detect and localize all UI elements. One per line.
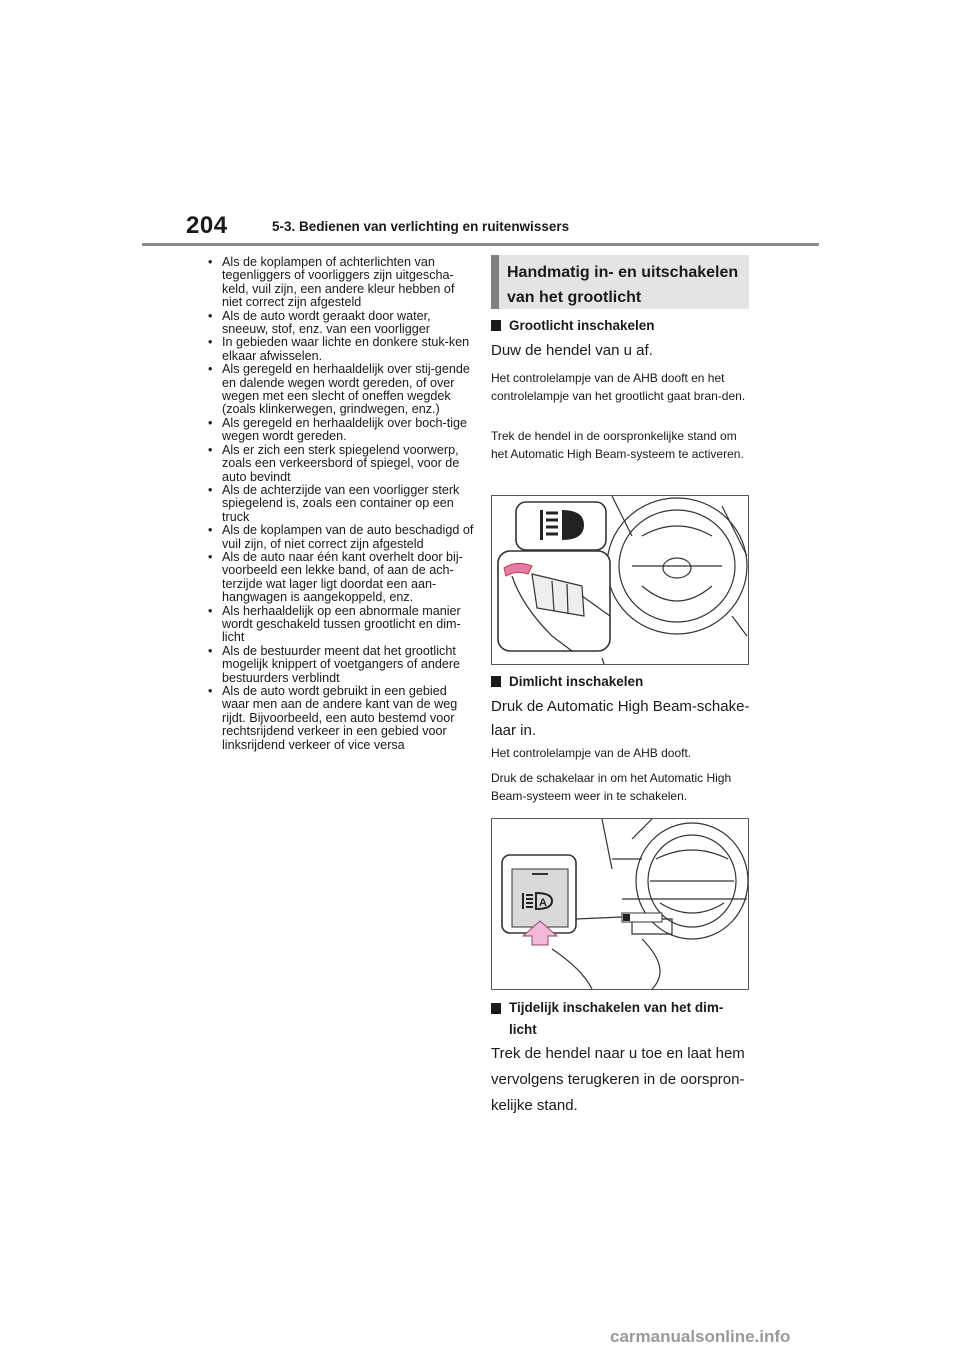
note-text: Het controlelampje van de AHB dooft. (491, 746, 692, 760)
switch-illustration (491, 818, 749, 990)
list-item: • Als de auto wordt gebruikt in een gebied waar men aan de andere kant van de weg rijdt. Bijvoorbeeld, een auto bestemd voor rechtsrijdend verkeer in een gebied voor linksrijdend verkeer of vice versa (208, 684, 458, 752)
list-item: • Als geregeld en herhaaldelijk over boch-tige wegen wordt gereden. (208, 415, 468, 444)
square-bullet-icon (491, 676, 501, 687)
section-heading: Handmatig in- en uitschakelen van het grootlicht (491, 255, 749, 309)
watermark: carmanualsonline.info (610, 1327, 791, 1346)
list-item: • Als de auto wordt geraakt door water, sneeuw, stof, enz. van een voorligger (208, 308, 431, 337)
list-item: • Als de achterzijde van een voorligger sterk spiegelend is, zoals een container op een truck (208, 482, 460, 524)
conditions-list (202, 256, 474, 752)
note-text: Het controlelampje van de AHB dooft en het controlelampje van het grootlicht gaat bran-den. (491, 371, 746, 403)
square-bullet-icon (491, 320, 501, 331)
list-item: • Als geregeld en herhaaldelijk over stij-gende en dalende wegen wordt gereden, of over wegen met een slecht of oneffen wegdek (zoals klinkerwegen, grindwegen, enz.) (208, 362, 470, 417)
page-number: 204 (186, 212, 228, 239)
square-bullet-icon (491, 1003, 501, 1014)
list-item: • Als de auto naar één kant overhelt door bij-voorbeeld een lekke band, of aan de ach-terzijde wat lager ligt doordat een aan-hangwagen is aangekoppeld, enz. (208, 549, 463, 605)
svg-text:A: A (539, 897, 547, 909)
note-text: Trek de hendel in de oorspronkelijke stand om het Automatic High Beam-systeem te activeren. (491, 429, 744, 461)
list-item: • Als de bestuurder meent dat het grootlicht mogelijk knippert of voetgangers of andere bestuurders verblindt (208, 643, 461, 685)
subheading-temporary-low-beam: Tijdelijk inschakelen van het dim- licht (491, 997, 723, 1041)
page-header (0, 0, 960, 250)
list-item: • Als herhaaldelijk op een abnormale manier wordt geschakeld tussen grootlicht en dim-licht (208, 603, 461, 645)
instruction-text: Trek de hendel naar u toe en laat hem vervolgens terugkeren in de oorspron-kelijke stand. (491, 1045, 745, 1114)
section-title: 5-3. Bedienen van verlichting en ruitenwissers (272, 219, 570, 234)
header-divider (142, 243, 819, 246)
instruction-text: Druk de Automatic High Beam-schake-laar in. (491, 698, 750, 739)
list-item: • Als de koplampen van de auto beschadigd of vuil zijn, of niet correct zijn afgesteld (208, 523, 474, 551)
list-item: • In gebieden waar lichte en donkere stuk-ken elkaar afwisselen. (208, 335, 470, 363)
note-text: Druk de schakelaar in om het Automatic High Beam-systeem weer in te schakelen. (491, 771, 732, 803)
subheading-low-beam-on: Dimlicht inschakelen (491, 674, 643, 689)
list-item: • Als er zich een sterk spiegelend voorwerp, zoals een verkeersbord of spiegel, voor de auto bevindt (208, 442, 460, 484)
subheading-high-beam-on: Grootlicht inschakelen (491, 318, 655, 333)
list-item: • Als de koplampen of achterlichten van tegenliggers of voorliggers zijn uitgescha-keld, vuil zijn, een andere kleur hebben of niet correct zijn afgesteld (208, 255, 455, 310)
instruction-text: Duw de hendel van u af. (491, 342, 653, 359)
lever-illustration (491, 495, 749, 665)
